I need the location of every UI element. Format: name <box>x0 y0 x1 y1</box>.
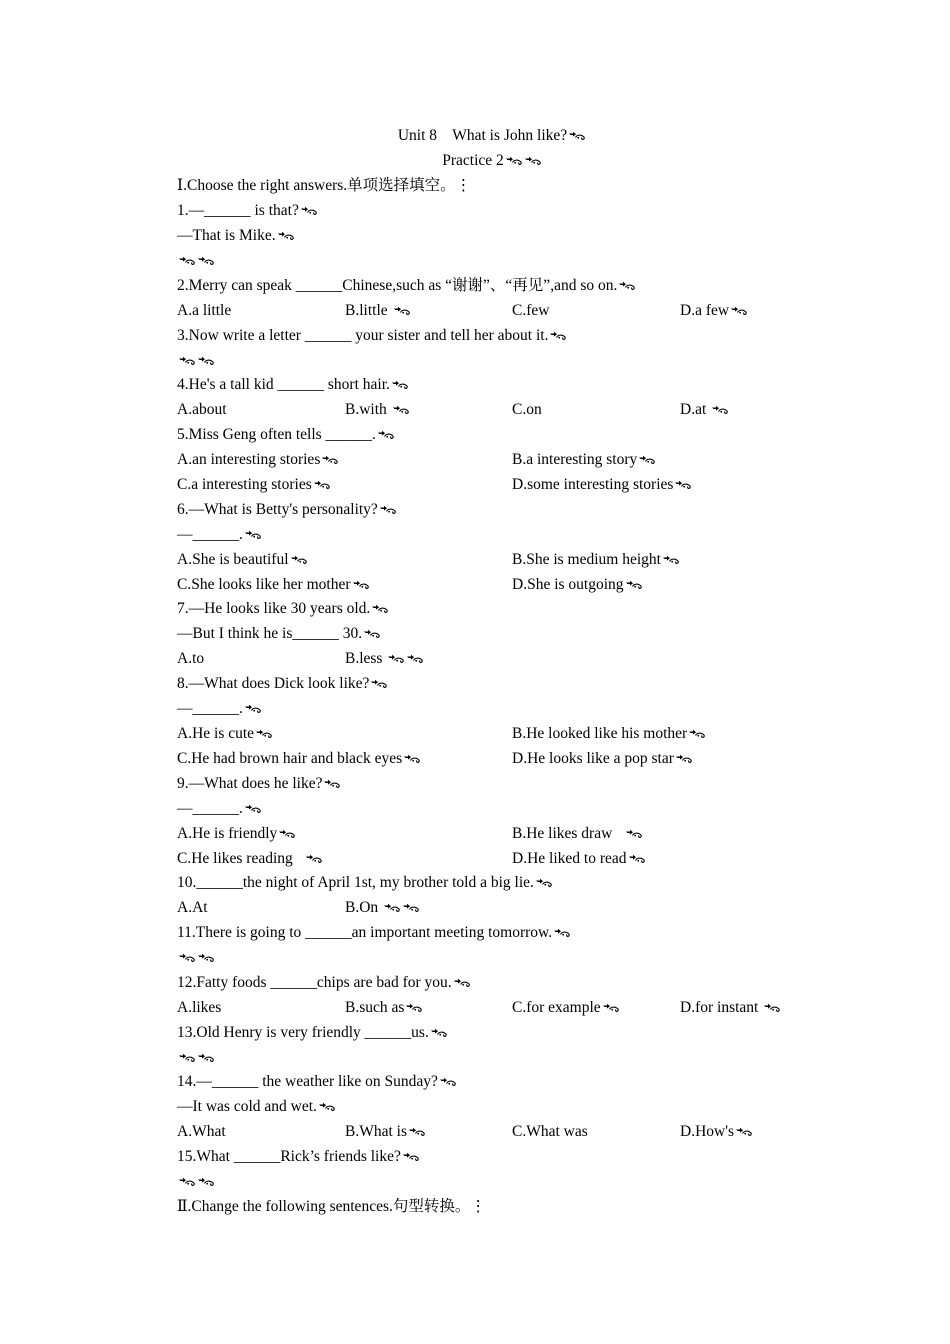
return-mark-icon <box>178 1177 196 1187</box>
option-c: C.on <box>512 401 542 418</box>
answer-line: —______. <box>177 522 262 547</box>
question-11: 11.There is going to ______an important meeting tomorrow. <box>177 920 571 945</box>
answer-line: —That is Mike. <box>177 223 295 248</box>
option-a: A.about <box>177 401 227 418</box>
option-a: A.She is beautiful <box>177 547 308 572</box>
question-10: 10.______the night of April 1st, my brother told a big lie. <box>177 870 553 895</box>
return-mark-icon <box>321 455 339 465</box>
question-1: 1.—______ is that? <box>177 198 318 223</box>
return-mark-icon <box>197 1177 215 1187</box>
return-mark-icon <box>549 331 567 341</box>
return-mark-icon <box>402 1152 420 1162</box>
option-a: A.At <box>177 899 208 916</box>
return-mark-icon <box>178 953 196 963</box>
return-mark-icon <box>197 356 215 366</box>
return-mark-icon <box>568 131 586 141</box>
option-c: C.What was <box>512 1123 588 1140</box>
return-mark-icon <box>735 1127 753 1137</box>
option-c: C.She looks like her mother <box>177 572 370 597</box>
question-12: 12.Fatty foods ______chips are bad for you. <box>177 970 471 995</box>
option-a: A.likes <box>177 999 222 1016</box>
question-8: 8.—What does Dick look like? <box>177 671 388 696</box>
return-mark-icon <box>244 704 262 714</box>
answer-line: —______. <box>177 696 262 721</box>
return-mark-icon <box>277 231 295 241</box>
option-c: C.a interesting stories <box>177 472 331 497</box>
return-mark-icon <box>405 1003 423 1013</box>
return-mark-icon <box>305 854 323 864</box>
return-mark-icon <box>244 530 262 540</box>
return-mark-icon <box>625 829 643 839</box>
return-mark-icon <box>379 505 397 515</box>
option-d: D.some interesting stories <box>512 472 692 497</box>
return-mark-icon <box>602 1003 620 1013</box>
option-d: D.at <box>680 397 729 422</box>
option-d: D.a few <box>680 298 748 323</box>
return-mark-icon <box>628 854 646 864</box>
option-b: B.He looked like his mother <box>512 721 706 746</box>
option-a: A.an interesting stories <box>177 447 339 472</box>
option-b: B.with <box>345 397 410 422</box>
return-mark-icon <box>730 306 748 316</box>
return-mark-icon <box>638 455 656 465</box>
option-c: C.for example <box>512 995 620 1020</box>
option-d: D.He liked to read <box>512 846 646 871</box>
answer-line: —But I think he is______ 30. <box>177 621 381 646</box>
option-c: C.He likes reading <box>177 846 323 871</box>
option-d: D.for instant <box>680 995 781 1020</box>
return-mark-icon <box>625 580 643 590</box>
question-14: 14.—______ the weather like on Sunday? <box>177 1069 457 1094</box>
return-mark-icon <box>618 281 636 291</box>
return-mark-icon <box>352 580 370 590</box>
question-6: 6.—What is Betty's personality? <box>177 497 397 522</box>
blank-line <box>177 945 215 970</box>
section-heading-2: Ⅱ.Change the following sentences.句型转换。⋮ <box>177 1198 486 1215</box>
return-mark-icon <box>711 405 729 415</box>
option-b: B.less <box>345 646 424 671</box>
option-d: D.She is outgoing <box>512 572 643 597</box>
return-mark-icon <box>439 1077 457 1087</box>
blank-line <box>177 1169 215 1194</box>
return-mark-icon <box>318 1102 336 1112</box>
section-heading-1: Ⅰ.Choose the right answers.单项选择填空。⋮ <box>177 177 472 194</box>
question-9: 9.—What does he like? <box>177 771 341 796</box>
return-mark-icon <box>178 356 196 366</box>
return-mark-icon <box>553 928 571 938</box>
option-c: C.few <box>512 302 550 319</box>
option-a: A.to <box>177 650 205 667</box>
option-a: A.He is cute <box>177 721 273 746</box>
question-15: 15.What ______Rick’s friends like? <box>177 1144 420 1169</box>
return-mark-icon <box>363 629 381 639</box>
return-mark-icon <box>505 156 523 166</box>
return-mark-icon <box>675 754 693 764</box>
return-mark-icon <box>391 380 409 390</box>
option-a: A.a little <box>177 302 232 319</box>
return-mark-icon <box>197 953 215 963</box>
return-mark-icon <box>662 555 680 565</box>
return-mark-icon <box>197 1053 215 1063</box>
return-mark-icon <box>278 829 296 839</box>
return-mark-icon <box>370 679 388 689</box>
option-b: B.a interesting story <box>512 447 656 472</box>
return-mark-icon <box>387 654 405 664</box>
return-mark-icon <box>403 754 421 764</box>
doc-subtitle: Practice 2 <box>0 148 950 173</box>
return-mark-icon <box>763 1003 781 1013</box>
return-mark-icon <box>371 604 389 614</box>
return-mark-icon <box>430 1028 448 1038</box>
return-mark-icon <box>323 779 341 789</box>
blank-line <box>177 1045 215 1070</box>
option-a: A.What <box>177 1123 226 1140</box>
return-mark-icon <box>408 1127 426 1137</box>
return-mark-icon <box>178 256 196 266</box>
return-mark-icon <box>178 1053 196 1063</box>
question-5: 5.Miss Geng often tells ______. <box>177 422 395 447</box>
return-mark-icon <box>535 878 553 888</box>
return-mark-icon <box>290 555 308 565</box>
return-mark-icon <box>453 978 471 988</box>
return-mark-icon <box>402 903 420 913</box>
return-mark-icon <box>244 804 262 814</box>
option-d: D.He looks like a pop star <box>512 746 693 771</box>
return-mark-icon <box>313 480 331 490</box>
option-b: B.He likes draw <box>512 821 643 846</box>
option-b: B.such as <box>345 995 423 1020</box>
question-4: 4.He's a tall kid ______ short hair. <box>177 372 409 397</box>
question-2: 2.Merry can speak ______Chinese,such as “谢谢”、“再见”,and so on. <box>177 273 636 298</box>
return-mark-icon <box>688 729 706 739</box>
return-mark-icon <box>300 206 318 216</box>
return-mark-icon <box>393 306 411 316</box>
return-mark-icon <box>255 729 273 739</box>
return-mark-icon <box>524 156 542 166</box>
option-b: B.What is <box>345 1119 426 1144</box>
blank-line <box>177 248 215 273</box>
return-mark-icon <box>406 654 424 664</box>
option-b: B.She is medium height <box>512 547 680 572</box>
answer-line: —______. <box>177 796 262 821</box>
question-13: 13.Old Henry is very friendly ______us. <box>177 1020 448 1045</box>
return-mark-icon <box>197 256 215 266</box>
doc-title: Unit 8 What is John like? <box>0 123 950 148</box>
option-d: D.How's <box>680 1119 753 1144</box>
answer-line: —It was cold and wet. <box>177 1094 336 1119</box>
question-7: 7.—He looks like 30 years old. <box>177 596 389 621</box>
question-3: 3.Now write a letter ______ your sister and tell her about it. <box>177 323 567 348</box>
option-b: B.little <box>345 298 411 323</box>
return-mark-icon <box>674 480 692 490</box>
blank-line <box>177 348 215 373</box>
option-c: C.He had brown hair and black eyes <box>177 746 421 771</box>
return-mark-icon <box>377 430 395 440</box>
return-mark-icon <box>392 405 410 415</box>
return-mark-icon <box>383 903 401 913</box>
option-a: A.He is friendly <box>177 821 296 846</box>
option-b: B.On <box>345 895 420 920</box>
